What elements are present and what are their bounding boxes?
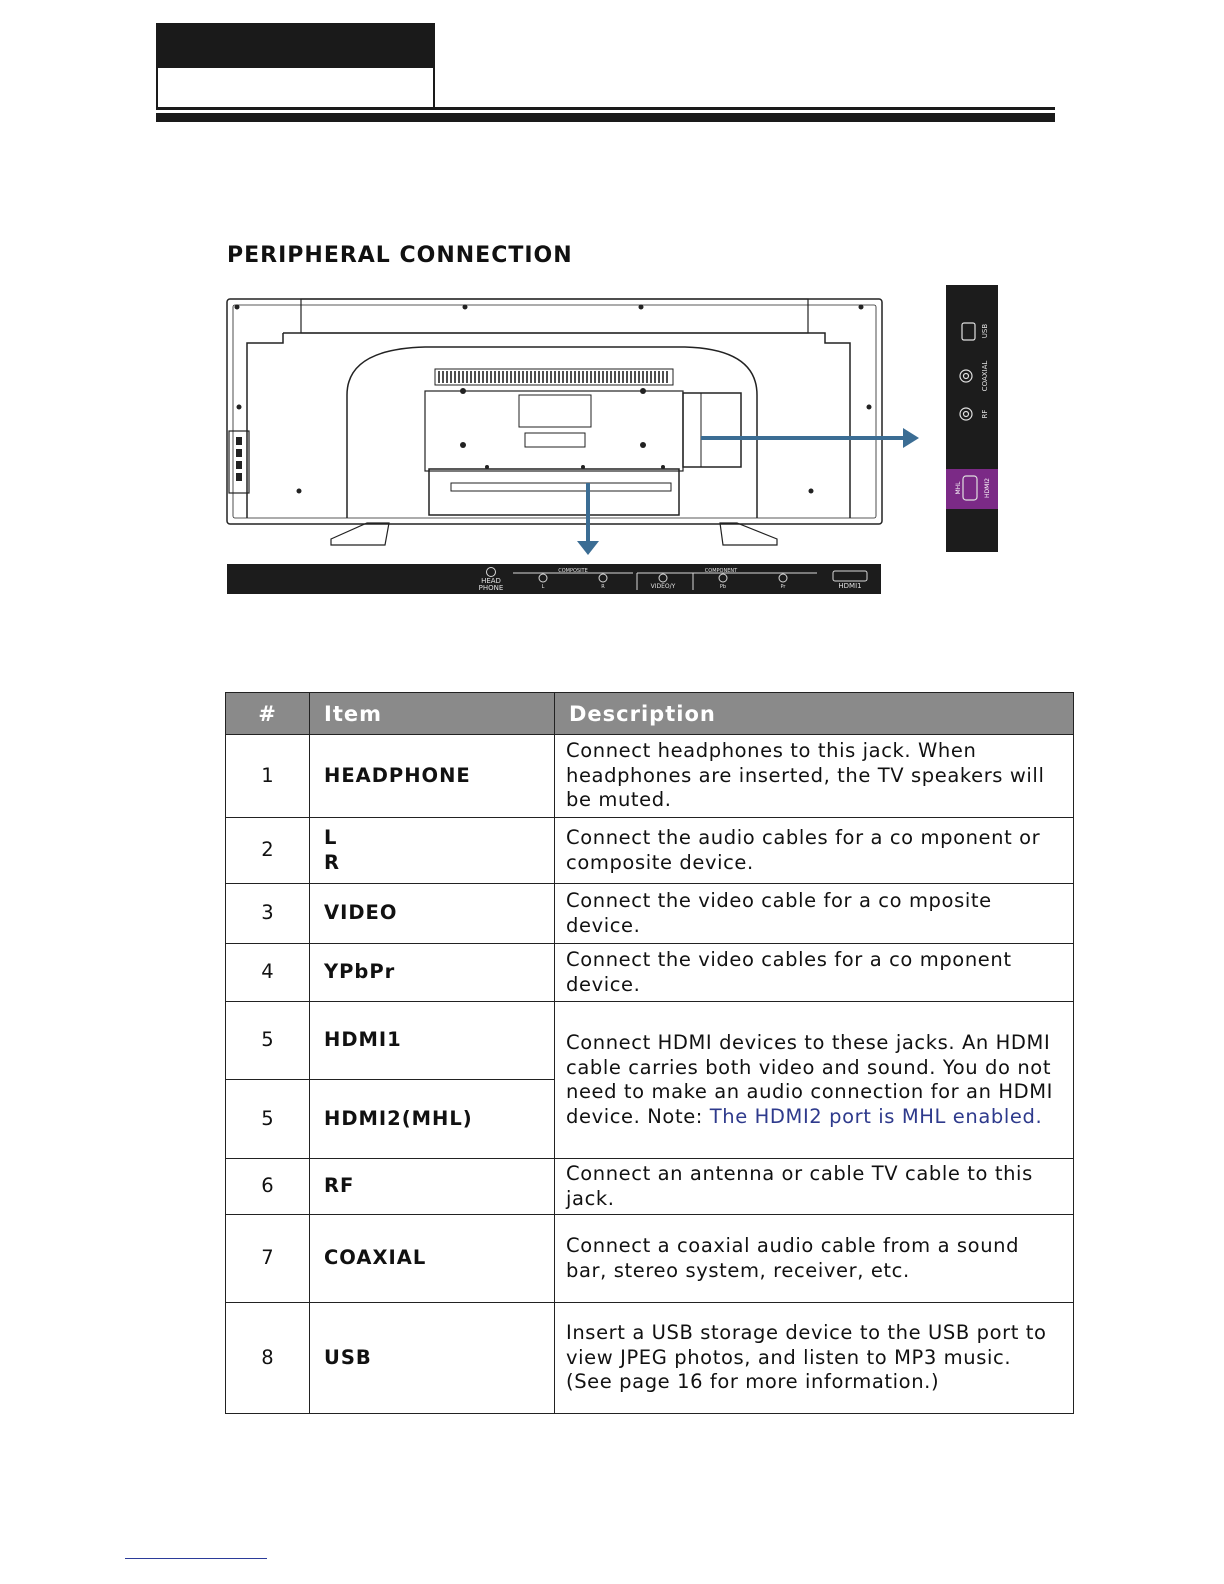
headphone-label-line2: PHONE xyxy=(478,584,504,592)
headphone-label-line1: HEAD xyxy=(481,577,501,585)
table-row xyxy=(226,884,1074,944)
item-label: R xyxy=(324,850,341,874)
item-label: YPbPr xyxy=(324,960,396,984)
row-number: 6 xyxy=(226,1159,310,1215)
tv-stand-feet xyxy=(331,523,777,545)
row-item xyxy=(310,818,555,884)
header-item: Item xyxy=(310,693,555,735)
table-header-row xyxy=(226,693,1074,735)
table-row xyxy=(226,1159,1074,1215)
header-number: # xyxy=(226,693,310,735)
arrow-to-side-panel xyxy=(701,428,919,448)
item-label: VIDEO xyxy=(324,901,398,925)
row-description xyxy=(555,1002,1074,1159)
item-label: COAXIAL xyxy=(324,1246,427,1270)
row-number: 5 xyxy=(226,1002,310,1080)
row-number: 3 xyxy=(226,884,310,944)
row-item xyxy=(310,735,555,818)
tv-back-diagram xyxy=(225,283,1085,598)
usb-side-label: USB xyxy=(981,323,989,339)
table-row xyxy=(226,1215,1074,1303)
footer-link-underline xyxy=(125,1558,267,1559)
row-description: Connect an antenna or cable TV cable to this jack. xyxy=(555,1159,1074,1215)
row-number: 1 xyxy=(226,735,310,818)
row-description: Connect the video cables for a co mponent device. xyxy=(555,944,1074,1002)
row-description: Connect a coaxial audio cable from a sound bar, stereo system, receiver, etc. xyxy=(555,1215,1074,1303)
item-label: HDMI2(MHL) xyxy=(324,1106,473,1130)
side-button-marks xyxy=(236,437,242,481)
composite-label: COMPOSITE xyxy=(558,568,588,574)
table-row xyxy=(226,735,1074,818)
item-label: USB xyxy=(324,1345,372,1369)
header-description: Description xyxy=(555,693,1074,735)
item-label: RF xyxy=(324,1174,355,1198)
hdmi-description: Connect HDMI devices to these jacks. An HDMI cable carries both video and sound. You do not need to make an audio connection for an HDMI device. Note: xyxy=(566,1031,1053,1128)
row-description: Insert a USB storage device to the USB port to view JPEG photos, and listen to MP3 music. (See page 16 for more information.) xyxy=(555,1303,1074,1414)
arrow-to-bottom-panel xyxy=(577,483,599,555)
row-number: 5 xyxy=(226,1080,310,1159)
row-description: Connect the audio cables for a co mponent or composite device. xyxy=(555,818,1074,884)
item-label: HEADPHONE xyxy=(324,763,471,787)
section-title: PERIPHERAL CONNECTION xyxy=(227,243,573,268)
row-description: Connect headphones to this jack. When headphones are inserted, the TV speakers will be muted. xyxy=(555,735,1074,818)
component-label: COMPONENT xyxy=(704,568,738,574)
row-item xyxy=(310,1215,555,1303)
row-number: 4 xyxy=(226,944,310,1002)
header-white-tab xyxy=(156,68,435,110)
row-item xyxy=(310,1080,555,1159)
mhl-side-label: MHL xyxy=(955,481,962,495)
table-row xyxy=(226,818,1074,884)
row-item xyxy=(310,944,555,1002)
connection-table xyxy=(225,692,1074,1414)
pr-port-label: Pr xyxy=(780,584,786,590)
hdmi1-port-label: HDMI1 xyxy=(838,582,862,590)
pb-port-label: Pb xyxy=(719,584,727,590)
row-description: Connect the video cable for a co mposite device. xyxy=(555,884,1074,944)
tv-back-panel xyxy=(227,299,882,524)
row-number: 2 xyxy=(226,818,310,884)
header-rule-thin xyxy=(156,107,1055,110)
row-item xyxy=(310,1159,555,1215)
coaxial-side-label: COAXIAL xyxy=(981,360,989,392)
row-item xyxy=(310,884,555,944)
item-label: HDMI1 xyxy=(324,1028,402,1052)
rf-side-label: RF xyxy=(981,409,989,419)
r-port-label: R xyxy=(601,584,605,590)
row-item xyxy=(310,1303,555,1414)
hdmi2-side-label: HDMI2 xyxy=(984,478,991,498)
mhl-note: The HDMI2 port is MHL enabled. xyxy=(709,1104,1043,1128)
item-label: L xyxy=(324,826,338,849)
table-row xyxy=(226,1002,1074,1080)
row-item xyxy=(310,1002,555,1080)
table-row xyxy=(226,944,1074,1002)
table-row xyxy=(226,1303,1074,1414)
video-y-port-label: VIDEO/Y xyxy=(650,583,676,590)
side-connector-panel xyxy=(946,285,998,552)
speaker-grille-slats xyxy=(439,371,667,383)
row-number: 7 xyxy=(226,1215,310,1303)
row-number: 8 xyxy=(226,1303,310,1414)
l-port-label: L xyxy=(541,584,545,590)
header-black-tab xyxy=(156,23,435,69)
header-rule-thick xyxy=(156,113,1055,122)
